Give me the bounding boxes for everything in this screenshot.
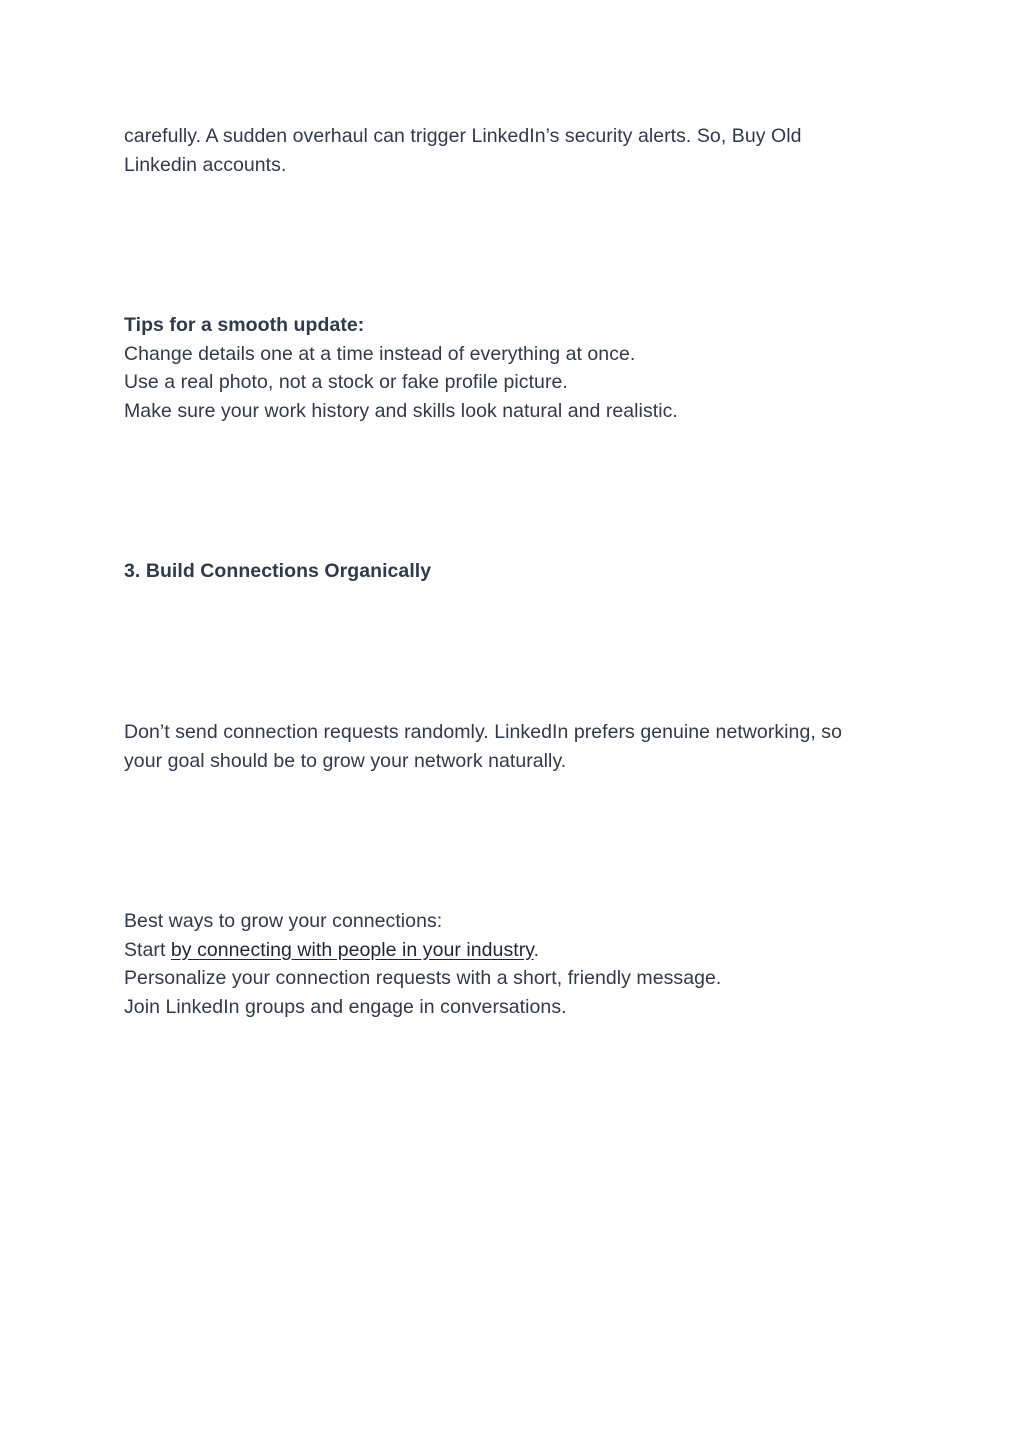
best-ways-heading: Best ways to grow your connections: [124, 910, 443, 932]
tips-item: Use a real photo, not a stock or fake profile picture. [124, 371, 568, 393]
industry-connections-link[interactable]: by connecting with people in your industry [170, 938, 534, 961]
tips-heading: Tips for a smooth update: [124, 314, 365, 336]
best-ways-item [124, 936, 904, 965]
section-3-heading-block [124, 557, 904, 586]
best-ways-item: Join LinkedIn groups and engage in conversations. [124, 995, 567, 1018]
best-ways-item: Personalize your connection requests with a short, friendly message. [124, 967, 722, 989]
tips-item: Make sure your work history and skills look natural and realistic. [124, 399, 678, 422]
section-3-line-2: your goal should be to grow your network naturally. [124, 749, 567, 772]
section-3-line-1: Don’t send connection requests randomly. LinkedIn prefers genuine networking, so [124, 721, 842, 743]
tips-item: Change details one at a time instead of everything at once. [124, 342, 636, 365]
section-3-heading: 3. Build Connections Organically [124, 560, 432, 582]
best-ways-item-suffix: . [533, 938, 540, 961]
best-ways-item-prefix: Start [124, 938, 171, 961]
intro-line-1: carefully. A sudden overhaul can trigger LinkedIn’s security alerts. So, Buy Old [124, 125, 802, 147]
intro-paragraph [124, 122, 904, 179]
section-3-paragraph [124, 718, 904, 775]
best-ways-section [124, 907, 904, 1021]
intro-line-2: Linkedin accounts. [124, 153, 287, 176]
tips-section [124, 311, 904, 425]
